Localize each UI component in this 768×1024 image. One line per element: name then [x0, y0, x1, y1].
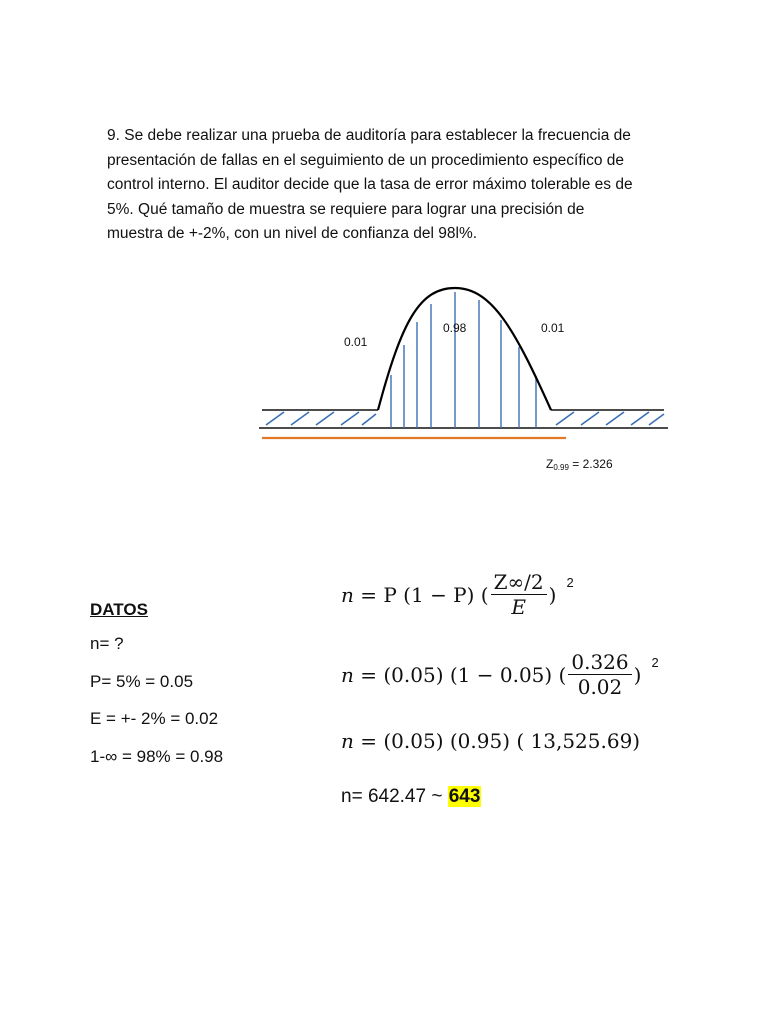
fraction-numerator: 0.326	[568, 650, 631, 675]
result-text: n= 642.47 ~	[341, 786, 448, 807]
ground-hatching	[266, 412, 664, 425]
formula-simplified	[341, 729, 640, 753]
formula-fraction	[491, 570, 547, 619]
fraction-denominator: E	[511, 595, 526, 619]
fraction-numerator: Z∞/2	[491, 570, 547, 595]
z-value-label	[546, 457, 613, 472]
formula-power: 2	[566, 575, 574, 590]
curve-shading	[391, 292, 536, 428]
right-tail-label: 0.01	[541, 321, 565, 335]
datos-line-e: E = +- 2% = 0.02	[90, 709, 219, 728]
result-line	[341, 786, 481, 808]
fraction-denominator: 0.02	[577, 675, 623, 699]
result-highlight: 643	[448, 786, 481, 807]
datos-line-n: n= ?	[90, 634, 124, 653]
datos-title: DATOS	[90, 600, 148, 619]
formula-close: )	[633, 662, 642, 687]
z-subscript: 0.99	[553, 463, 569, 472]
formula-general	[341, 570, 574, 619]
datos-line-p: P= 5% = 0.05	[90, 671, 194, 691]
formula-close: )	[548, 582, 557, 607]
formula-fraction	[568, 650, 631, 699]
left-tail-label: 0.01	[344, 335, 368, 349]
center-area-label: 0.98	[443, 321, 467, 335]
problem-line: muestra de +-2%, con un nivel de confianza del 98l%.	[107, 225, 478, 242]
formula-lhs: n	[341, 582, 354, 607]
problem-line: control interno. El auditor decide que la tasa de error máximo tolerable es de	[107, 176, 633, 193]
problem-line: 5%. Qué tamaño de muestra se requiere para lograr una precisión de	[107, 200, 585, 218]
z-value: = 2.326	[568, 457, 613, 471]
formula-substituted	[341, 650, 659, 699]
formula-body: = (0.05) (1 − 0.05) (	[353, 662, 567, 687]
problem-line: 9. Se debe realizar una prueba de auditoría para establecer la frecuencia de	[107, 127, 631, 144]
z-symbol: Z	[546, 457, 554, 471]
formula-lhs: n	[341, 729, 354, 753]
formula-power: 2	[651, 655, 659, 670]
formula-body: = P (1 − P) (	[353, 582, 489, 607]
datos-line-confidence: 1-∞ = 98% = 0.98	[90, 746, 224, 766]
formula-lhs: n	[341, 662, 354, 687]
formula-body: = (0.05) (0.95) ( 13,525.69)	[353, 729, 641, 753]
problem-line: presentación de fallas en el seguimiento de un procedimiento específico de	[107, 151, 624, 169]
datos-section	[90, 600, 223, 784]
